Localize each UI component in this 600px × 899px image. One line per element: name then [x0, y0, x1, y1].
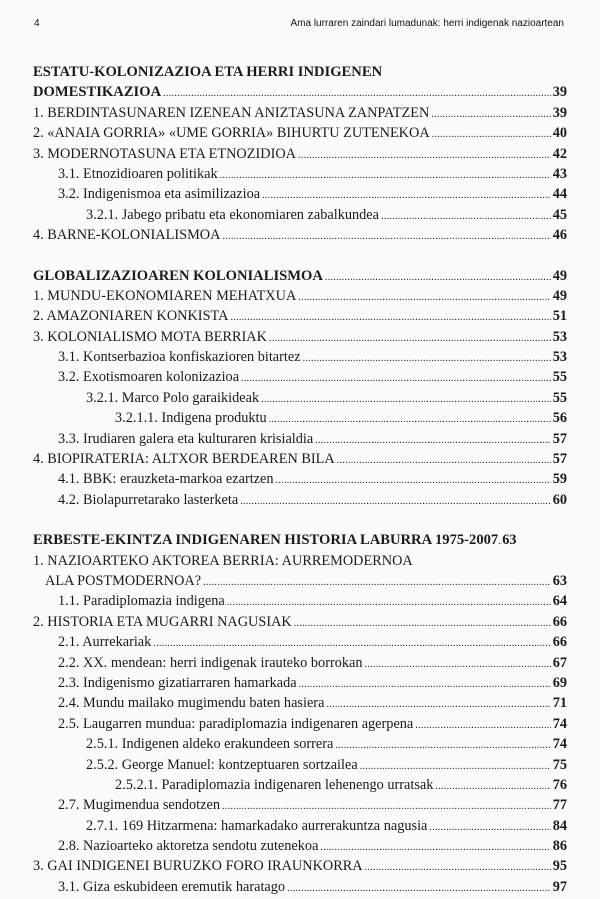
entry-label: 2. «ANAIA GORRIA» «UME GORRIA» BIHURTU ZUTENEKOA — [33, 125, 430, 142]
page-ref: 39 — [552, 104, 567, 121]
entry-label: 3.2. Exotismoaren kolonizazioa — [58, 369, 240, 386]
page-ref: 49 — [552, 267, 567, 284]
page-ref: 74 — [552, 736, 567, 753]
leader-dots — [240, 492, 550, 512]
leader-dots — [153, 634, 550, 654]
leader-dots — [220, 166, 551, 186]
toc-entry[interactable] — [33, 571, 567, 591]
leader-dots — [415, 716, 550, 736]
page-ref: 57 — [552, 430, 567, 447]
toc-entry[interactable] — [33, 714, 567, 734]
leader-dots — [303, 349, 551, 369]
toc-entry[interactable] — [33, 408, 567, 428]
toc-entry[interactable] — [33, 123, 567, 143]
toc-entry[interactable] — [33, 449, 567, 469]
toc-entry[interactable] — [33, 653, 567, 673]
page-ref: 60 — [552, 491, 567, 508]
leader-dots — [298, 288, 550, 308]
page-ref: 77 — [552, 797, 567, 814]
entry-label: 3. KOLONIALISMO MOTA BERRIAK — [33, 328, 267, 345]
toc-entry[interactable] — [33, 184, 567, 204]
leader-dots — [429, 818, 550, 838]
toc-entry[interactable] — [33, 612, 567, 632]
page-ref: 40 — [552, 125, 567, 142]
toc-entry[interactable] — [33, 836, 567, 856]
page-ref: 84 — [552, 817, 567, 834]
entry-label: 2.8. Nazioarteko aktoretza sendotu zutenekoa — [58, 838, 319, 855]
leader-dots — [230, 308, 550, 328]
toc-entry[interactable] — [33, 877, 567, 897]
leader-dots — [365, 858, 551, 878]
page-ref: 39 — [552, 84, 567, 101]
entry-label: ALA POSTMODERNOA? — [45, 572, 202, 589]
leader-dots — [298, 146, 551, 166]
entry-label: 3.1. Kontserbazioa konfiskazioren bitartez — [58, 349, 301, 366]
entry-label: 3.2. Indigenismoa eta asimilizazioa — [58, 186, 261, 203]
toc-entry[interactable] — [33, 286, 567, 306]
leader-dots — [435, 777, 550, 797]
entry-label: 3.2.1. Marco Polo garaikideak — [86, 389, 260, 406]
entry-label: 3. GAI INDIGENEI BURUZKO FORO IRAUNKORRA — [33, 858, 363, 875]
page-ref: 66 — [552, 613, 567, 630]
entry-label: 4.1. BBK: erauzketa-markoa ezartzen — [58, 471, 274, 488]
entry-label: 2.1. Aurrekariak — [58, 634, 152, 651]
page-header — [0, 18, 600, 34]
toc-entry[interactable] — [33, 205, 567, 225]
section-title: GLOBALIZAZIOAREN KOLONIALISMOA — [33, 267, 323, 284]
section-title: ESTATU-KOLONIZAZIOA ETA HERRI INDIGENEN — [33, 64, 383, 80]
entry-label: 4. BARNE-KOLONIALISMOA — [33, 227, 221, 244]
page-ref: 86 — [552, 838, 567, 855]
leader-dots — [381, 207, 551, 227]
leader-dots — [287, 879, 551, 899]
page-ref: 63 — [552, 572, 567, 589]
entry-label: 2.4. Mundu mailako mugimendu baten hasiera — [58, 695, 325, 712]
toc-entry[interactable] — [33, 225, 567, 245]
toc-entry[interactable] — [33, 795, 567, 815]
leader-dots — [325, 268, 551, 288]
entry-label: 2.5.2. George Manuel: kontzeptuaren sortzailea — [86, 756, 358, 773]
toc-entry[interactable] — [33, 347, 567, 367]
leader-dots — [315, 431, 550, 451]
page-ref: 53 — [552, 349, 567, 366]
entry-label: 2.5.2.1. Paradiplomazia indigenaren lehenengo urratsak — [115, 776, 434, 793]
toc-entry-line — [33, 551, 567, 571]
page-ref: 74 — [552, 715, 567, 732]
toc-entry[interactable] — [33, 164, 567, 184]
page-ref: 56 — [552, 410, 567, 427]
entry-label: 1.1. Paradiplomazia indigena — [58, 593, 225, 610]
leader-dots — [269, 410, 551, 430]
toc-entry[interactable] — [33, 632, 567, 652]
section-heading — [33, 62, 567, 82]
entry-label: 3.2.1.1. Indigena produktu — [115, 410, 267, 427]
entry-label: 3. MODERNOTASUNA ETA ETNOZIDIOA — [33, 145, 296, 162]
leader-dots — [431, 105, 550, 125]
page-ref: 76 — [552, 776, 567, 793]
page-ref: 69 — [552, 674, 567, 691]
page-ref: 97 — [552, 878, 567, 895]
toc-entry[interactable] — [33, 816, 567, 836]
page-ref: 42 — [552, 145, 567, 162]
leader-dots — [203, 573, 551, 593]
page-ref: 49 — [552, 287, 567, 304]
leader-dots — [222, 227, 550, 247]
toc-entry[interactable] — [33, 591, 567, 611]
toc-entry[interactable] — [33, 266, 567, 286]
running-title: Ama lurraren zaindari lumadunak: herri indigenak nazioartean — [290, 18, 564, 29]
entry-label: 1. MUNDU-EKONOMIAREN MEHATXUA — [33, 287, 297, 304]
leader-dots — [269, 329, 551, 349]
page-ref: 55 — [552, 389, 567, 406]
toc-entry[interactable] — [33, 327, 567, 347]
toc-entry[interactable] — [33, 693, 567, 713]
leader-dots — [335, 736, 550, 756]
toc-entry[interactable] — [33, 82, 567, 102]
entry-label: 2.7. Mugimendua sendotzen — [58, 797, 220, 814]
leader-dots — [227, 593, 551, 613]
leader-dots — [262, 186, 551, 206]
toc-entry[interactable] — [33, 734, 567, 754]
leader-dots — [326, 695, 550, 715]
entry-label: 2.5.1. Indigenen aldeko erakundeen sorrera — [86, 736, 334, 753]
leader-dots — [360, 757, 551, 777]
entry-label: 2. AMAZONIAREN KONKISTA — [33, 308, 229, 325]
entry-label: 3.1. Etnozidioaren politikak — [58, 165, 218, 182]
page-ref: 64 — [552, 593, 567, 610]
entry-label: 1. NAZIOARTEKO AKTOREA BERRIA: AURREMODERNOA — [33, 552, 413, 569]
page-ref: 51 — [552, 308, 567, 325]
leader-dots — [276, 471, 551, 491]
page-ref: 57 — [552, 451, 567, 468]
page-number: 4 — [34, 18, 40, 29]
page-ref: 44 — [552, 186, 567, 203]
toc-entry[interactable] — [33, 775, 567, 795]
page-ref: 67 — [552, 654, 567, 671]
toc-entry[interactable] — [33, 103, 567, 123]
section-title: DOMESTIKAZIOA — [33, 84, 162, 101]
entry-label: 3.3. Irudiaren galera eta kulturaren krisialdia — [58, 430, 314, 447]
toc-entry[interactable] — [33, 530, 567, 550]
page-ref: 71 — [552, 695, 567, 712]
entry-label: 1. BERDINTASUNAREN IZENEAN ANIZTASUNA ZANPATZEN — [33, 104, 430, 121]
leader-dots — [337, 451, 551, 471]
toc-entry[interactable] — [33, 388, 567, 408]
page-ref: 59 — [552, 471, 567, 488]
entry-label: 2.2. XX. mendean: herri indigenak irauteko borrokan — [58, 654, 363, 671]
page-ref: 63 — [502, 532, 517, 549]
page-ref: 55 — [552, 369, 567, 386]
entry-label: 2.3. Indigenismo gizatiarraren hamarkada — [58, 674, 297, 691]
entry-label: 3.1. Giza eskubideen eremutik haratago — [58, 878, 286, 895]
table-of-contents — [33, 62, 567, 897]
page-ref: 95 — [552, 858, 567, 875]
toc-entry[interactable] — [33, 469, 567, 489]
leader-dots — [299, 675, 551, 695]
toc-entry[interactable] — [33, 490, 567, 510]
entry-label: 3.2.1. Jabego pribatu eta ekonomiaren zabalkundea — [86, 206, 379, 223]
leader-dots — [365, 655, 551, 675]
leader-dots — [294, 614, 551, 634]
entry-label: 2.5. Laugarren mundua: paradiplomazia indigenaren agerpena — [58, 715, 414, 732]
leader-dots — [432, 125, 551, 145]
leader-dots — [261, 390, 551, 410]
leader-dots — [163, 84, 551, 104]
toc-entry[interactable] — [33, 856, 567, 876]
leader-dots — [320, 838, 550, 858]
entry-label: 2. HISTORIA ETA MUGARRI NAGUSIAK — [33, 613, 292, 630]
page-ref: 53 — [552, 328, 567, 345]
entry-label: 2.7.1. 169 Hitzarmena: hamarkadako aurrerakuntza nagusia — [86, 817, 428, 834]
section-title: ERBESTE-EKINTZA INDIGENAREN HISTORIA LABURRA 1975-2007 — [33, 532, 499, 549]
toc-entry[interactable] — [33, 144, 567, 164]
page-ref: 43 — [552, 165, 567, 182]
toc-entry[interactable] — [33, 306, 567, 326]
page-ref: 45 — [552, 206, 567, 223]
leader-dots — [222, 797, 551, 817]
entry-label: 4.2. Biolapurretarako lasterketa — [58, 491, 239, 508]
leader-dots — [241, 369, 551, 389]
toc-entry[interactable] — [33, 367, 567, 387]
toc-entry[interactable] — [33, 673, 567, 693]
entry-label: 4. BIOPIRATERIA: ALTXOR BERDEAREN BILA — [33, 451, 335, 468]
page-ref: 66 — [552, 634, 567, 651]
page-ref: 75 — [552, 756, 567, 773]
page-ref: 46 — [552, 227, 567, 244]
toc-entry[interactable] — [33, 755, 567, 775]
toc-entry[interactable] — [33, 429, 567, 449]
